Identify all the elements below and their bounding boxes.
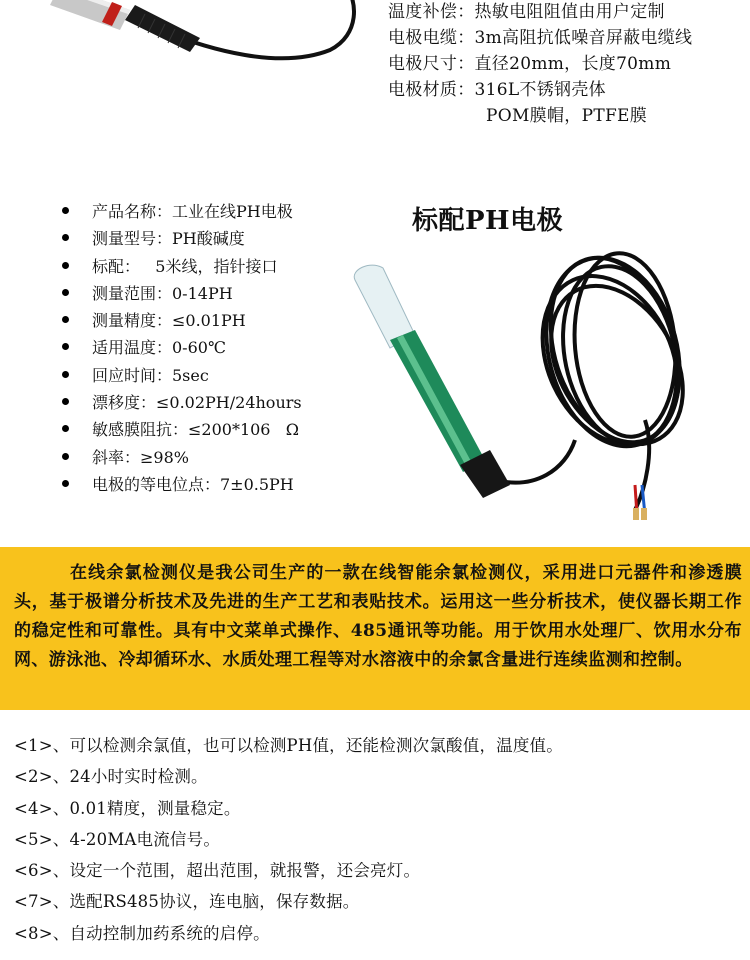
list-item (58, 389, 388, 416)
bullet-icon (62, 480, 69, 487)
bullet-icon (62, 207, 69, 214)
bullet-icon (62, 398, 69, 405)
product-description: 在线余氯检测仪是我公司生产的一款在线智能余氯检测仪，采用进口元器件和渗透膜头，基于极谱分析技术及先进的生产工艺和表贴技术。运用这一些分析技术，使仪器长期工作的稳定性和可靠性。具有中文菜单式操作、485通讯等功能。用于饮用水处理厂、饮用水分布网、游泳池、冷却循环水、水质处理工程等对水溶液中的余氯含量进行连续监测和控制。 (14, 563, 742, 670)
list-item-text: 测量型号：PH酸碱度 (92, 229, 245, 249)
list-item (58, 280, 388, 307)
list-item (58, 307, 388, 334)
bullet-icon (62, 425, 69, 432)
feature-item: <2>、24小时实时检测。 (14, 767, 208, 787)
spec-row-size: 电极尺寸：直径20mm，长度70mm (388, 54, 672, 74)
bullet-icon (62, 289, 69, 296)
electrode-spec (388, 0, 748, 129)
list-item-text: 漂移度：≤0.02PH/24hours (92, 393, 302, 413)
bullet-icon (62, 343, 69, 350)
list-item (58, 444, 388, 471)
list-item-text: 电极的等电位点：7±0.5PH (92, 474, 294, 494)
bullet-icon (62, 262, 69, 269)
list-item-text: 适用温度：0-60℃ (92, 338, 226, 358)
feature-item: <7>、选配RS485协议，连电脑，保存数据。 (14, 892, 360, 912)
list-item-text: 测量精度：≤0.01PH (92, 311, 246, 331)
spec-row-cable: 电极电缆：3m高阻抗低噪音屏蔽电缆线 (388, 28, 693, 48)
feature-item: <4>、0.01精度，测量稳定。 (14, 798, 241, 818)
spec-row-material: 电极材质：316L不锈钢壳体 (388, 80, 606, 100)
ph-electrode-image (345, 240, 725, 525)
ph-electrode-title: 标配PH电极 (412, 206, 564, 236)
bullet-icon (62, 316, 69, 323)
list-item-text: 测量范围：0-14PH (92, 283, 233, 303)
list-item (58, 416, 388, 443)
list-item-text: 标配： 5米线，指针接口 (92, 256, 278, 276)
list-item (58, 362, 388, 389)
list-item-text: 回应时间：5sec (92, 365, 209, 385)
feature-item: <6>、设定一个范围，超出范围，就报警，还会亮灯。 (14, 861, 421, 881)
feature-item: <1>、可以检测余氯值，也可以检测PH值，还能检测次氯酸值，温度值。 (14, 736, 563, 755)
list-item-text: 敏感膜阻抗：≤200*106 Ω (92, 420, 300, 440)
list-item (58, 334, 388, 361)
description-banner (0, 547, 750, 710)
feature-list (14, 730, 744, 949)
spec-row-material-cont: POM膜帽，PTFE膜 (486, 106, 648, 126)
bullet-icon (62, 453, 69, 460)
list-item (58, 225, 388, 252)
list-item (58, 253, 388, 280)
list-item-text: 斜率：≥98% (92, 447, 189, 467)
list-item (58, 471, 388, 498)
list-item (58, 198, 388, 225)
feature-item: <8>、自动控制加药系统的启停。 (14, 923, 270, 943)
bullet-icon (62, 234, 69, 241)
spec-row-temperature: 温度补偿：热敏电阻阻值由用户定制 (388, 2, 665, 22)
bullet-icon (62, 371, 69, 378)
residual-chlorine-probe-image (40, 0, 370, 100)
list-item-text: 产品名称：工业在线PH电极 (92, 202, 293, 221)
feature-item: <5>、4-20MA电流信号。 (14, 829, 221, 849)
ph-electrode-spec-list (58, 198, 388, 498)
